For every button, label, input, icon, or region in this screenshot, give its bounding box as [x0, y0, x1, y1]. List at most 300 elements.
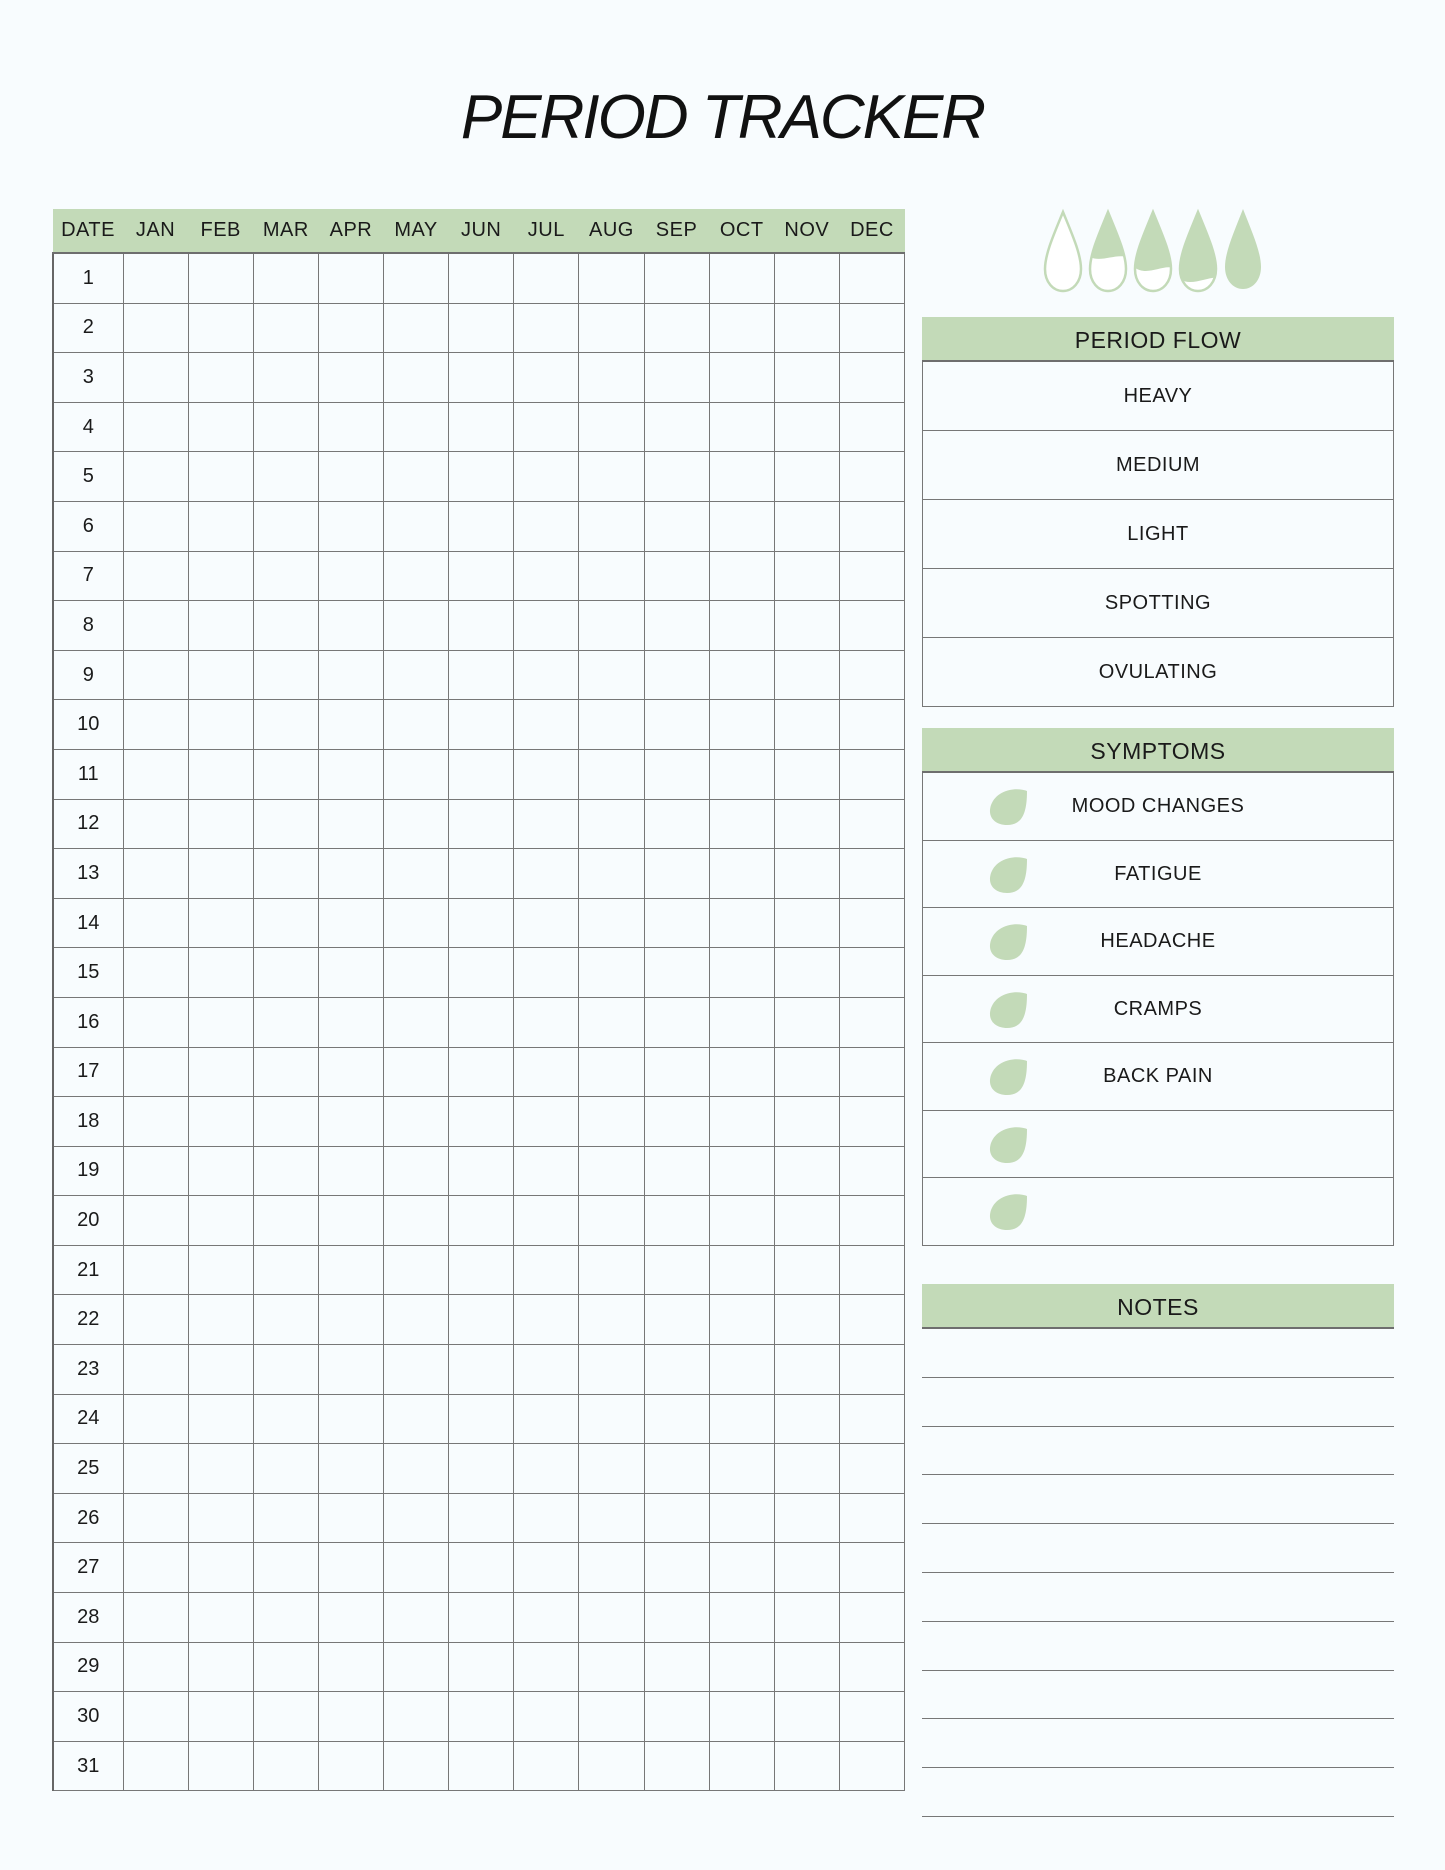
tracker-cell[interactable]	[253, 700, 318, 750]
tracker-cell[interactable]	[253, 749, 318, 799]
tracker-cell[interactable]	[123, 1394, 188, 1444]
notes-line[interactable]	[922, 1427, 1394, 1476]
tracker-cell[interactable]	[449, 749, 514, 799]
tracker-cell[interactable]	[449, 1642, 514, 1692]
tracker-cell[interactable]	[188, 353, 253, 403]
tracker-cell[interactable]	[449, 1146, 514, 1196]
tracker-cell[interactable]	[579, 1097, 644, 1147]
tracker-cell[interactable]	[839, 551, 904, 601]
notes-line[interactable]	[922, 1719, 1394, 1768]
tracker-cell[interactable]	[579, 1146, 644, 1196]
tracker-cell[interactable]	[123, 501, 188, 551]
tracker-cell[interactable]	[579, 898, 644, 948]
tracker-cell[interactable]	[318, 1493, 383, 1543]
tracker-cell[interactable]	[709, 1345, 774, 1395]
tracker-cell[interactable]	[123, 997, 188, 1047]
tracker-cell[interactable]	[579, 601, 644, 651]
tracker-cell[interactable]	[709, 1593, 774, 1643]
tracker-cell[interactable]	[579, 551, 644, 601]
tracker-cell[interactable]	[644, 898, 709, 948]
tracker-cell[interactable]	[774, 1047, 839, 1097]
symptom-checkbox-icon[interactable]	[987, 855, 1031, 895]
tracker-cell[interactable]	[449, 1593, 514, 1643]
tracker-cell[interactable]	[253, 650, 318, 700]
tracker-cell[interactable]	[123, 1741, 188, 1791]
tracker-cell[interactable]	[449, 799, 514, 849]
symptom-checkbox-icon[interactable]	[987, 1125, 1031, 1165]
tracker-cell[interactable]	[449, 1543, 514, 1593]
tracker-cell[interactable]	[514, 253, 579, 303]
tracker-cell[interactable]	[644, 601, 709, 651]
tracker-cell[interactable]	[318, 402, 383, 452]
tracker-cell[interactable]	[644, 1245, 709, 1295]
tracker-cell[interactable]	[384, 749, 449, 799]
tracker-cell[interactable]	[514, 501, 579, 551]
tracker-cell[interactable]	[318, 849, 383, 899]
tracker-cell[interactable]	[253, 898, 318, 948]
tracker-cell[interactable]	[253, 1593, 318, 1643]
tracker-cell[interactable]	[839, 402, 904, 452]
tracker-cell[interactable]	[709, 452, 774, 502]
tracker-cell[interactable]	[384, 799, 449, 849]
tracker-cell[interactable]	[384, 551, 449, 601]
tracker-cell[interactable]	[188, 402, 253, 452]
tracker-cell[interactable]	[253, 948, 318, 998]
tracker-cell[interactable]	[188, 1047, 253, 1097]
tracker-cell[interactable]	[579, 452, 644, 502]
tracker-cell[interactable]	[839, 1394, 904, 1444]
tracker-cell[interactable]	[839, 1097, 904, 1147]
tracker-cell[interactable]	[709, 849, 774, 899]
tracker-cell[interactable]	[188, 1593, 253, 1643]
tracker-cell[interactable]	[449, 1345, 514, 1395]
tracker-cell[interactable]	[123, 898, 188, 948]
tracker-cell[interactable]	[709, 1196, 774, 1246]
tracker-cell[interactable]	[839, 1593, 904, 1643]
tracker-cell[interactable]	[384, 1543, 449, 1593]
tracker-cell[interactable]	[839, 1543, 904, 1593]
tracker-cell[interactable]	[579, 1245, 644, 1295]
symptom-row[interactable]	[923, 1178, 1393, 1246]
tracker-cell[interactable]	[253, 1097, 318, 1147]
tracker-cell[interactable]	[449, 303, 514, 353]
tracker-cell[interactable]	[318, 898, 383, 948]
tracker-cell[interactable]	[318, 1394, 383, 1444]
tracker-cell[interactable]	[774, 402, 839, 452]
tracker-cell[interactable]	[839, 253, 904, 303]
tracker-cell[interactable]	[253, 1345, 318, 1395]
tracker-cell[interactable]	[579, 799, 644, 849]
tracker-cell[interactable]	[709, 997, 774, 1047]
tracker-cell[interactable]	[123, 1642, 188, 1692]
tracker-cell[interactable]	[644, 1692, 709, 1742]
tracker-cell[interactable]	[644, 303, 709, 353]
tracker-cell[interactable]	[774, 1444, 839, 1494]
tracker-cell[interactable]	[188, 1196, 253, 1246]
tracker-cell[interactable]	[709, 501, 774, 551]
tracker-cell[interactable]	[253, 1692, 318, 1742]
symptom-row[interactable]	[923, 908, 1393, 976]
tracker-cell[interactable]	[774, 1642, 839, 1692]
tracker-cell[interactable]	[644, 501, 709, 551]
tracker-cell[interactable]	[188, 1146, 253, 1196]
tracker-cell[interactable]	[188, 1295, 253, 1345]
tracker-cell[interactable]	[839, 1047, 904, 1097]
tracker-cell[interactable]	[579, 700, 644, 750]
tracker-cell[interactable]	[449, 700, 514, 750]
tracker-cell[interactable]	[579, 749, 644, 799]
tracker-cell[interactable]	[774, 1245, 839, 1295]
tracker-cell[interactable]	[579, 1444, 644, 1494]
tracker-cell[interactable]	[449, 1394, 514, 1444]
tracker-cell[interactable]	[123, 1047, 188, 1097]
tracker-cell[interactable]	[123, 1345, 188, 1395]
tracker-cell[interactable]	[514, 700, 579, 750]
tracker-cell[interactable]	[644, 1047, 709, 1097]
tracker-cell[interactable]	[188, 1345, 253, 1395]
tracker-cell[interactable]	[514, 452, 579, 502]
tracker-cell[interactable]	[644, 452, 709, 502]
tracker-cell[interactable]	[644, 1196, 709, 1246]
tracker-cell[interactable]	[709, 749, 774, 799]
tracker-cell[interactable]	[123, 551, 188, 601]
tracker-cell[interactable]	[318, 551, 383, 601]
tracker-cell[interactable]	[774, 253, 839, 303]
tracker-cell[interactable]	[449, 1692, 514, 1742]
tracker-cell[interactable]	[774, 1097, 839, 1147]
tracker-cell[interactable]	[839, 799, 904, 849]
tracker-cell[interactable]	[188, 1245, 253, 1295]
tracker-cell[interactable]	[123, 700, 188, 750]
tracker-cell[interactable]	[318, 303, 383, 353]
tracker-cell[interactable]	[384, 501, 449, 551]
tracker-cell[interactable]	[579, 303, 644, 353]
tracker-cell[interactable]	[709, 1692, 774, 1742]
tracker-cell[interactable]	[123, 452, 188, 502]
tracker-cell[interactable]	[253, 997, 318, 1047]
tracker-cell[interactable]	[839, 501, 904, 551]
tracker-cell[interactable]	[514, 1642, 579, 1692]
tracker-cell[interactable]	[774, 452, 839, 502]
tracker-cell[interactable]	[709, 1642, 774, 1692]
tracker-cell[interactable]	[384, 1493, 449, 1543]
tracker-cell[interactable]	[253, 1146, 318, 1196]
tracker-cell[interactable]	[644, 1444, 709, 1494]
tracker-cell[interactable]	[188, 1692, 253, 1742]
tracker-cell[interactable]	[449, 353, 514, 403]
tracker-cell[interactable]	[709, 1543, 774, 1593]
tracker-cell[interactable]	[774, 997, 839, 1047]
tracker-cell[interactable]	[123, 303, 188, 353]
tracker-cell[interactable]	[123, 1543, 188, 1593]
notes-line[interactable]	[922, 1378, 1394, 1427]
tracker-cell[interactable]	[188, 303, 253, 353]
tracker-cell[interactable]	[579, 1047, 644, 1097]
tracker-cell[interactable]	[123, 948, 188, 998]
tracker-cell[interactable]	[514, 799, 579, 849]
tracker-cell[interactable]	[318, 601, 383, 651]
tracker-cell[interactable]	[253, 1642, 318, 1692]
tracker-cell[interactable]	[123, 601, 188, 651]
tracker-cell[interactable]	[253, 799, 318, 849]
tracker-cell[interactable]	[579, 1543, 644, 1593]
tracker-cell[interactable]	[188, 1741, 253, 1791]
tracker-cell[interactable]	[318, 501, 383, 551]
tracker-cell[interactable]	[579, 253, 644, 303]
tracker-cell[interactable]	[318, 1245, 383, 1295]
tracker-cell[interactable]	[253, 452, 318, 502]
tracker-cell[interactable]	[709, 551, 774, 601]
tracker-cell[interactable]	[709, 1245, 774, 1295]
tracker-cell[interactable]	[774, 749, 839, 799]
tracker-cell[interactable]	[839, 1741, 904, 1791]
tracker-cell[interactable]	[318, 650, 383, 700]
tracker-cell[interactable]	[579, 1493, 644, 1543]
tracker-cell[interactable]	[449, 253, 514, 303]
tracker-cell[interactable]	[253, 849, 318, 899]
tracker-cell[interactable]	[123, 1196, 188, 1246]
tracker-cell[interactable]	[384, 353, 449, 403]
tracker-cell[interactable]	[839, 1345, 904, 1395]
tracker-cell[interactable]	[839, 353, 904, 403]
tracker-cell[interactable]	[839, 1692, 904, 1742]
tracker-cell[interactable]	[839, 997, 904, 1047]
tracker-cell[interactable]	[384, 650, 449, 700]
tracker-cell[interactable]	[188, 749, 253, 799]
symptom-row[interactable]	[923, 976, 1393, 1044]
tracker-cell[interactable]	[188, 1097, 253, 1147]
tracker-cell[interactable]	[774, 1593, 839, 1643]
tracker-cell[interactable]	[384, 1692, 449, 1742]
tracker-cell[interactable]	[839, 1196, 904, 1246]
tracker-cell[interactable]	[188, 700, 253, 750]
tracker-cell[interactable]	[839, 1493, 904, 1543]
tracker-cell[interactable]	[188, 1444, 253, 1494]
tracker-cell[interactable]	[774, 1543, 839, 1593]
tracker-cell[interactable]	[384, 1097, 449, 1147]
tracker-cell[interactable]	[449, 1295, 514, 1345]
tracker-cell[interactable]	[514, 1245, 579, 1295]
tracker-cell[interactable]	[579, 1394, 644, 1444]
tracker-cell[interactable]	[514, 650, 579, 700]
notes-line[interactable]	[922, 1671, 1394, 1720]
symptom-row[interactable]	[923, 841, 1393, 909]
tracker-cell[interactable]	[123, 799, 188, 849]
tracker-cell[interactable]	[579, 501, 644, 551]
tracker-cell[interactable]	[449, 1047, 514, 1097]
tracker-cell[interactable]	[514, 1146, 579, 1196]
tracker-cell[interactable]	[449, 1245, 514, 1295]
tracker-cell[interactable]	[188, 849, 253, 899]
tracker-cell[interactable]	[514, 948, 579, 998]
tracker-cell[interactable]	[253, 402, 318, 452]
tracker-cell[interactable]	[449, 551, 514, 601]
tracker-cell[interactable]	[579, 1642, 644, 1692]
tracker-cell[interactable]	[644, 1493, 709, 1543]
tracker-cell[interactable]	[188, 997, 253, 1047]
tracker-cell[interactable]	[839, 1295, 904, 1345]
tracker-cell[interactable]	[384, 1593, 449, 1643]
tracker-cell[interactable]	[384, 849, 449, 899]
tracker-cell[interactable]	[514, 1543, 579, 1593]
tracker-cell[interactable]	[318, 1444, 383, 1494]
tracker-cell[interactable]	[318, 1593, 383, 1643]
tracker-cell[interactable]	[774, 1146, 839, 1196]
tracker-cell[interactable]	[709, 253, 774, 303]
symptom-row[interactable]	[923, 1043, 1393, 1111]
tracker-cell[interactable]	[579, 402, 644, 452]
tracker-cell[interactable]	[318, 749, 383, 799]
tracker-cell[interactable]	[774, 650, 839, 700]
tracker-cell[interactable]	[384, 452, 449, 502]
tracker-cell[interactable]	[384, 700, 449, 750]
tracker-cell[interactable]	[188, 551, 253, 601]
tracker-cell[interactable]	[188, 601, 253, 651]
tracker-cell[interactable]	[449, 601, 514, 651]
tracker-cell[interactable]	[384, 601, 449, 651]
tracker-cell[interactable]	[839, 898, 904, 948]
tracker-cell[interactable]	[384, 1642, 449, 1692]
tracker-cell[interactable]	[188, 452, 253, 502]
tracker-cell[interactable]	[514, 1295, 579, 1345]
tracker-cell[interactable]	[384, 1196, 449, 1246]
tracker-cell[interactable]	[709, 1097, 774, 1147]
symptom-checkbox-icon[interactable]	[987, 1192, 1031, 1232]
tracker-cell[interactable]	[709, 1146, 774, 1196]
tracker-cell[interactable]	[384, 1394, 449, 1444]
tracker-cell[interactable]	[774, 700, 839, 750]
tracker-cell[interactable]	[253, 253, 318, 303]
tracker-cell[interactable]	[579, 997, 644, 1047]
tracker-cell[interactable]	[514, 849, 579, 899]
tracker-cell[interactable]	[579, 1196, 644, 1246]
tracker-cell[interactable]	[839, 849, 904, 899]
tracker-cell[interactable]	[384, 303, 449, 353]
tracker-cell[interactable]	[384, 1295, 449, 1345]
tracker-cell[interactable]	[644, 1593, 709, 1643]
tracker-cell[interactable]	[774, 1493, 839, 1543]
tracker-cell[interactable]	[579, 1593, 644, 1643]
tracker-cell[interactable]	[774, 1345, 839, 1395]
tracker-cell[interactable]	[839, 303, 904, 353]
tracker-cell[interactable]	[188, 1642, 253, 1692]
tracker-cell[interactable]	[318, 452, 383, 502]
tracker-cell[interactable]	[384, 1245, 449, 1295]
tracker-cell[interactable]	[318, 1295, 383, 1345]
tracker-cell[interactable]	[188, 799, 253, 849]
tracker-cell[interactable]	[384, 1741, 449, 1791]
tracker-cell[interactable]	[123, 650, 188, 700]
tracker-cell[interactable]	[579, 948, 644, 998]
tracker-cell[interactable]	[449, 898, 514, 948]
tracker-cell[interactable]	[709, 303, 774, 353]
tracker-cell[interactable]	[644, 1146, 709, 1196]
tracker-cell[interactable]	[123, 1692, 188, 1742]
tracker-cell[interactable]	[579, 1345, 644, 1395]
symptom-checkbox-icon[interactable]	[987, 1057, 1031, 1097]
tracker-cell[interactable]	[514, 303, 579, 353]
tracker-cell[interactable]	[644, 402, 709, 452]
tracker-cell[interactable]	[514, 1047, 579, 1097]
tracker-cell[interactable]	[709, 1295, 774, 1345]
tracker-cell[interactable]	[514, 1692, 579, 1742]
tracker-cell[interactable]	[774, 501, 839, 551]
tracker-cell[interactable]	[188, 650, 253, 700]
tracker-cell[interactable]	[318, 1692, 383, 1742]
tracker-cell[interactable]	[384, 997, 449, 1047]
tracker-cell[interactable]	[188, 253, 253, 303]
symptom-checkbox-icon[interactable]	[987, 787, 1031, 827]
tracker-cell[interactable]	[709, 799, 774, 849]
tracker-cell[interactable]	[709, 353, 774, 403]
tracker-cell[interactable]	[774, 849, 839, 899]
tracker-cell[interactable]	[514, 1345, 579, 1395]
tracker-cell[interactable]	[123, 1295, 188, 1345]
tracker-cell[interactable]	[253, 601, 318, 651]
tracker-cell[interactable]	[384, 1444, 449, 1494]
tracker-cell[interactable]	[123, 1245, 188, 1295]
tracker-cell[interactable]	[839, 650, 904, 700]
tracker-cell[interactable]	[839, 948, 904, 998]
notes-line[interactable]	[922, 1329, 1394, 1378]
tracker-cell[interactable]	[123, 253, 188, 303]
tracker-cell[interactable]	[449, 402, 514, 452]
tracker-cell[interactable]	[318, 1196, 383, 1246]
tracker-cell[interactable]	[774, 1741, 839, 1791]
tracker-cell[interactable]	[384, 253, 449, 303]
tracker-cell[interactable]	[253, 1444, 318, 1494]
tracker-cell[interactable]	[709, 948, 774, 998]
tracker-cell[interactable]	[318, 700, 383, 750]
tracker-cell[interactable]	[644, 799, 709, 849]
tracker-cell[interactable]	[644, 948, 709, 998]
tracker-cell[interactable]	[839, 1444, 904, 1494]
tracker-cell[interactable]	[449, 650, 514, 700]
tracker-cell[interactable]	[253, 353, 318, 403]
tracker-cell[interactable]	[514, 749, 579, 799]
tracker-cell[interactable]	[644, 1394, 709, 1444]
tracker-cell[interactable]	[839, 1642, 904, 1692]
tracker-cell[interactable]	[514, 601, 579, 651]
tracker-cell[interactable]	[514, 997, 579, 1047]
tracker-cell[interactable]	[579, 849, 644, 899]
tracker-cell[interactable]	[449, 1097, 514, 1147]
tracker-cell[interactable]	[384, 898, 449, 948]
tracker-cell[interactable]	[449, 1741, 514, 1791]
tracker-cell[interactable]	[579, 1295, 644, 1345]
tracker-cell[interactable]	[644, 700, 709, 750]
tracker-cell[interactable]	[123, 353, 188, 403]
tracker-cell[interactable]	[253, 1394, 318, 1444]
tracker-cell[interactable]	[123, 1493, 188, 1543]
tracker-cell[interactable]	[318, 1642, 383, 1692]
notes-line[interactable]	[922, 1768, 1394, 1817]
tracker-cell[interactable]	[774, 1394, 839, 1444]
notes-line[interactable]	[922, 1475, 1394, 1524]
tracker-cell[interactable]	[253, 1047, 318, 1097]
tracker-cell[interactable]	[123, 749, 188, 799]
tracker-cell[interactable]	[514, 551, 579, 601]
tracker-cell[interactable]	[644, 1295, 709, 1345]
tracker-cell[interactable]	[774, 799, 839, 849]
tracker-cell[interactable]	[188, 1543, 253, 1593]
tracker-cell[interactable]	[318, 253, 383, 303]
tracker-cell[interactable]	[384, 948, 449, 998]
tracker-cell[interactable]	[318, 948, 383, 998]
tracker-cell[interactable]	[709, 898, 774, 948]
tracker-cell[interactable]	[774, 353, 839, 403]
tracker-cell[interactable]	[253, 1245, 318, 1295]
